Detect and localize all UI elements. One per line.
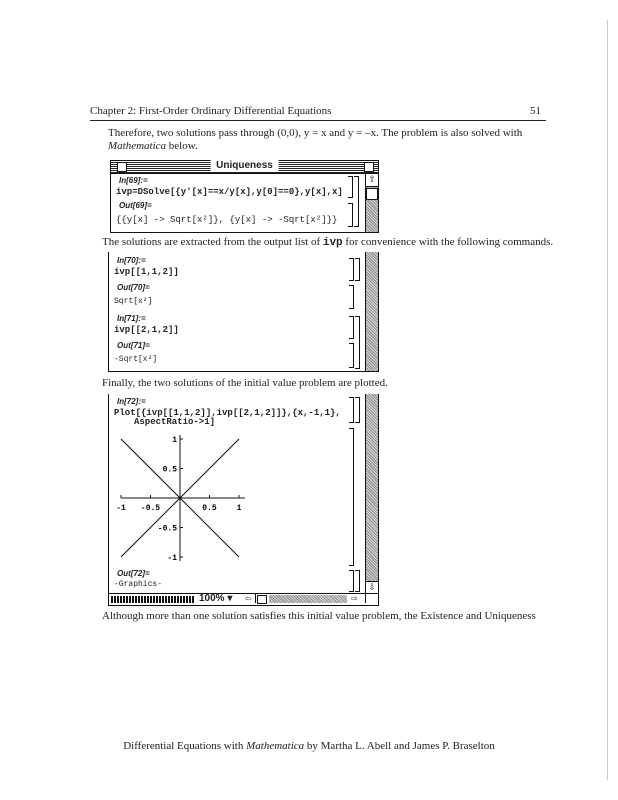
chapter-header: Chapter 2: First-Order Ordinary Differential Equations [90,105,332,117]
output-label: Out[69]= [119,201,152,210]
group-bracket[interactable] [355,570,360,592]
zoom-level[interactable] [199,593,232,604]
page-number: 51 [530,105,541,117]
window-title: Uniqueness [210,160,279,171]
paragraph-line: Therefore, two solutions pass through (0,0), y = x and y = –x. The problem is also solved with [108,127,523,139]
paragraph-text: for convenience with the following commands. [342,236,554,248]
bottom-status-bar [109,593,378,605]
cell-bracket[interactable] [349,316,354,339]
x-tick-label: -1 [116,504,126,513]
horizontal-scrollbar[interactable] [269,595,347,603]
input-code[interactable]: ivp=DSolve[{y'[x]==x/y[x],y[0]==0},y[x],x] [116,187,343,197]
scroll-left-arrow-icon[interactable]: ⇦ [245,594,256,603]
input-label: In[69]:= [119,176,148,185]
mathematica-italic: Mathematica [108,140,167,152]
y-tick-label: -1 [167,554,177,563]
graphics-cell-bracket[interactable] [349,428,354,566]
paragraph-3: Finally, the two solutions of the initial value problem are plotted. [102,377,388,389]
y-tick-label: -0.5 [157,524,177,534]
paragraph-text: The solutions are extracted from the output list of [102,236,323,248]
output-label: Out[70]= [117,283,150,292]
paragraph-2 [102,236,553,249]
group-bracket[interactable] [355,316,360,369]
cell-bracket[interactable] [349,258,354,281]
cell-bracket[interactable] [348,176,353,198]
y-tick-label: 0.5 [162,465,177,475]
horizontal-scroll-thumb[interactable] [257,595,267,604]
x-tick-label: -0.5 [140,504,161,513]
footer-text: by Martha L. Abell and James P. Braselton [304,740,495,752]
vertical-scrollbar[interactable] [365,394,378,593]
cell-bracket[interactable] [349,570,354,592]
input-code[interactable]: AspectRatio->1] [134,417,216,427]
zoom-value: 100% [199,593,225,604]
scroll-up-arrow-icon[interactable]: ⇧ [366,174,378,187]
notebook-window-plot [108,394,379,606]
footer [0,740,618,752]
output-code: {{y[x] -> Sqrt[x²]}, {y[x] -> -Sqrt[x²]}} [116,215,338,225]
paragraph-4: Although more than one solution satisfies this initial value problem, the Existence and Uniqueness [102,610,536,622]
group-bracket[interactable] [354,176,359,227]
cell-bracket[interactable] [348,203,353,227]
x-tick-label: 1 [236,504,242,513]
output-code: -Sqrt[x²] [114,355,158,364]
x-tick-label: 0.5 [202,504,217,513]
output-code: Sqrt[x²] [114,297,153,306]
page-edge [607,20,608,780]
y-tick-label: 1 [172,436,177,445]
output-label: Out[72]= [117,569,150,578]
cell-bracket[interactable] [349,397,354,423]
vertical-scrollbar[interactable] [365,174,378,232]
inline-code: ivp [322,237,343,249]
input-code[interactable]: ivp[[1,1,2]] [114,267,179,277]
input-label: In[71]:= [117,314,146,323]
input-code[interactable]: ivp[[2,1,2]] [114,325,179,335]
notebook-window-extract [108,252,379,372]
dropdown-triangle-icon: ▾ [227,593,233,604]
paragraph-1 [108,127,548,153]
header-rule [90,120,546,121]
input-code[interactable]: Plot[{ivp[[1,1,2]],ivp[[2,1,2]]},{x,-1,1}, [114,408,341,418]
output-label: Out[71]= [117,341,150,350]
plot-graphic [109,394,359,574]
close-box[interactable] [117,162,127,172]
input-label: In[72]:= [117,397,146,406]
notebook-window-uniqueness [110,160,379,233]
vertical-scrollbar[interactable] [365,252,378,371]
zoom-box[interactable] [364,162,374,172]
scroll-thumb[interactable] [366,188,378,200]
title-bar[interactable] [111,161,378,174]
footer-text: Differential Equations with [123,740,247,752]
output-code: -Graphics- [114,580,163,589]
scroll-down-arrow-icon[interactable]: ⇩ [366,581,378,593]
resize-box[interactable] [365,594,376,603]
magnification-ruler[interactable] [111,596,195,603]
footer-italic: Mathematica [246,740,305,752]
group-bracket[interactable] [355,397,360,423]
paragraph-text: below. [166,140,198,152]
cell-bracket[interactable] [349,343,354,368]
input-label: In[70]:= [117,256,146,265]
scroll-right-arrow-icon[interactable]: ⇨ [351,594,358,603]
cell-bracket[interactable] [349,285,354,309]
group-bracket[interactable] [355,258,360,281]
